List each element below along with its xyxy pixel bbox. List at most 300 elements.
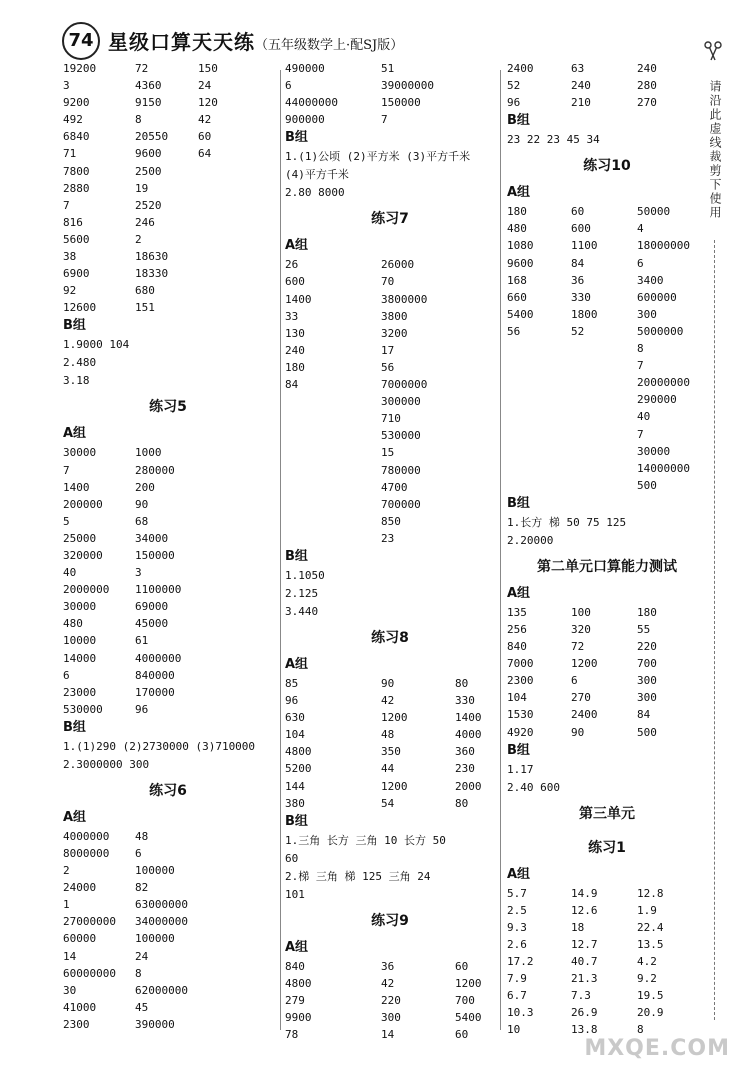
answer-value: 7 [381,113,388,127]
answer-row [507,340,707,357]
answer-row [285,795,495,812]
answer-value: 9200 [63,96,90,110]
answer-value: 1400 [285,292,312,306]
answer-value: 56 [507,324,521,338]
answer-value: 4360 [135,79,162,93]
answer-value: 62000000 [135,983,188,997]
answer-value: 2300 [63,1017,90,1031]
answer-row [63,828,273,845]
answer-value: 2300 [507,674,534,688]
answer-value: 180 [507,205,527,219]
answer-value: 18630 [135,250,169,264]
group-label: B组 [63,318,86,334]
answer-value: 17.2 [507,955,534,968]
answer-value: 84 [571,256,585,270]
answer-row [285,342,495,359]
answer-value: 18330 [135,267,169,281]
answer-text: 1.(1)290 (2)2730000 (3)710000 [63,739,256,753]
answer-text: 1.三角 长方 三角 10 长方 50 [285,833,446,847]
answer-row [63,299,273,316]
answer-value: 80 [455,796,469,810]
answer-block [507,60,707,111]
answer-value: 5600 [63,232,90,246]
answer-text: 2.20000 [507,533,554,547]
answer-value: 135 [507,605,527,619]
answer-row [507,357,707,374]
answer-row [63,444,273,461]
answer-row [507,987,707,1004]
answer-value: 19.5 [637,989,664,1003]
answer-value: 1400 [455,711,482,725]
answer-row [63,479,273,496]
answer-value: 170000 [135,685,175,699]
answer-value: 180 [285,360,305,374]
answer-value: 64 [198,147,212,161]
answer-value: 270 [637,96,657,110]
answer-value: 100000 [135,932,175,946]
answer-value: 130 [285,326,305,340]
answer-row [63,684,273,701]
answer-value: 530000 [63,702,103,716]
answer-row [63,214,273,231]
answer-value: 230 [455,762,475,776]
answer-value: 42 [198,113,212,127]
answer-value: 72 [135,62,149,75]
answer-text: 2.3000000 300 [63,757,150,771]
answer-value: 6 [637,256,644,270]
answer-row [285,709,495,726]
answer-value: 82 [135,881,149,895]
answer-row [285,308,495,325]
answer-value: 50000 [637,205,671,219]
answer-value: 8 [135,966,142,980]
group-label: A组 [63,809,87,825]
answer-value: 40.7 [571,955,598,968]
answer-value: 36 [381,959,395,973]
answer-row [507,724,707,741]
answer-value: 30 [63,983,77,997]
answer-row [507,323,707,340]
answer-value: 680 [135,284,155,298]
section-heading: 练习7 [371,211,409,228]
watermark: MXQE.COM [584,1036,730,1061]
answer-value: 41000 [63,1000,97,1014]
answer-row [285,77,495,94]
answer-value: 4.2 [637,955,657,968]
answer-value: 34000 [135,531,169,545]
section-heading: 练习9 [371,912,409,929]
scissors-icon [702,40,724,62]
answer-value: 492 [63,113,83,127]
answer-value: 96 [507,96,521,110]
answer-value: 45000 [135,617,169,631]
group-label: B组 [285,548,308,564]
answer-row [63,60,273,77]
answer-row [285,111,495,128]
group-label: A组 [285,656,309,672]
answer-block [285,256,495,547]
answer-value: 840 [285,959,305,973]
answer-row [507,460,707,477]
answer-row [507,902,707,919]
answer-row [507,706,707,723]
answer-row [285,992,495,1009]
answer-block [63,828,273,1033]
answer-value: 30000 [637,444,671,458]
answer-text: 2.80 8000 [285,186,345,200]
answer-value: 20000000 [637,376,690,390]
answer-value: 100 [571,605,591,619]
answer-value: 7 [63,198,70,212]
answer-value: 330 [455,694,475,708]
page-header [60,22,480,58]
answer-value: 6 [571,674,578,688]
answer-row [507,655,707,672]
answer-value: 23 [381,531,395,545]
answer-value: 96 [285,694,299,708]
group-label: B组 [285,813,308,829]
answer-row [285,743,495,760]
answer-value: 700 [637,657,657,671]
answer-value: 290000 [637,393,677,407]
answer-value: 68 [135,514,149,528]
answer-row [507,885,707,902]
answer-value: 380 [285,796,305,810]
answer-row [285,256,495,273]
answer-row [285,975,495,992]
answer-row [285,496,495,513]
answer-row [285,60,495,77]
answer-value: 14.9 [571,886,598,900]
answer-value: 30000 [63,446,97,460]
answer-row [507,60,707,77]
answer-value: 6840 [63,130,90,144]
answer-row [285,692,495,709]
answer-value: 7.3 [571,989,591,1003]
answer-row [63,462,273,479]
answer-row [63,632,273,649]
answer-value: 18 [571,920,585,934]
answer-value: 8 [135,113,142,127]
answer-text: 2.125 [285,586,319,600]
book-title-text: 星级口算天天练 [108,30,255,54]
answer-value: 90 [571,725,585,739]
answer-value: 25000 [63,531,97,545]
answer-value: 210 [571,96,591,110]
answer-row [63,982,273,999]
answer-value: 56 [381,360,395,374]
answer-value: 600000 [637,290,677,304]
answer-value: 5200 [285,762,312,776]
answer-value: 150 [198,62,218,75]
answer-value: 1200 [571,657,598,671]
cut-dashed-line [714,240,715,1020]
group-label: A组 [285,238,309,254]
answer-value: 1100 [571,239,598,253]
answer-text: 1.9000 104 [63,338,130,352]
answer-value: 200 [135,480,155,494]
answer-row [285,675,495,692]
answer-row [63,496,273,513]
answer-value: 150000 [381,96,421,110]
answer-value: 60000000 [63,966,116,980]
answer-value: 490000 [285,62,325,75]
answer-row [63,163,273,180]
answer-value: 2000 [455,779,482,793]
answer-row [63,845,273,862]
section-heading: 第二单元口算能力测试 [537,558,677,575]
answer-value: 33 [285,309,299,323]
answer-value: 9900 [285,1011,312,1024]
answer-row [285,359,495,376]
answer-row [507,272,707,289]
answer-value: 45 [135,1000,149,1014]
section-heading: 练习10 [583,158,631,175]
answer-value: 10.3 [507,1006,534,1020]
answer-value: 1530 [507,708,534,722]
section-heading: 第三单元 [579,805,635,822]
answer-row [507,621,707,638]
answer-value: 8 [637,342,644,356]
answer-value: 850 [381,514,401,528]
answer-text: 1.(1)公顷 (2)平方米 (3)平方千米 [285,150,471,164]
answer-value: 330 [571,290,591,304]
answer-value: 40 [637,410,651,424]
answer-value: 6 [63,668,70,682]
answer-block [507,203,707,494]
answer-row [63,581,273,598]
answer-row [285,479,495,496]
answer-value: 20550 [135,130,169,144]
answer-value: 4800 [285,745,312,759]
answer-value: 480 [63,617,83,631]
answer-row [63,930,273,947]
answer-row [507,919,707,936]
answer-row [507,237,707,254]
answer-row [285,273,495,290]
answer-value: 350 [381,745,401,759]
answer-value: 63000000 [135,898,188,912]
answer-row [63,650,273,667]
section-heading: 练习1 [588,839,626,856]
group-label: A组 [507,866,531,882]
answer-value: 256 [507,622,527,636]
answer-value: 17 [381,343,395,357]
answer-value: 2880 [63,181,90,195]
column-divider [500,70,501,1030]
answer-row [63,948,273,965]
column-divider [280,70,281,1030]
answer-value: 104 [285,728,305,742]
answer-value: 44 [381,762,395,776]
answer-row [63,598,273,615]
answer-value: 24000 [63,881,97,895]
answer-value: 240 [637,62,657,75]
answer-row [507,936,707,953]
answer-row [507,477,707,494]
answer-row [63,197,273,214]
answer-value: 14 [63,949,77,963]
answer-text: 3.18 [63,374,90,388]
answer-row [507,306,707,323]
answer-value: 780000 [381,463,421,477]
answer-row [63,265,273,282]
answer-value: 100000 [135,864,175,878]
answer-row [285,726,495,743]
answer-row [507,77,707,94]
answer-value: 150000 [135,548,175,562]
answer-value: 320 [571,622,591,636]
answer-value: 2400 [571,708,598,722]
answer-row [507,203,707,220]
section-heading: 练习5 [149,399,187,416]
answer-value: 61 [135,634,149,648]
section-heading: 练习8 [371,629,409,646]
answer-value: 816 [63,215,83,229]
answer-value: 60000 [63,932,97,946]
answer-value: 19 [135,181,149,195]
answer-value: 2520 [135,198,162,212]
answer-value: 630 [285,711,305,725]
answer-value: 4 [637,222,644,236]
answer-value: 72 [571,640,585,654]
answer-text: 3.440 [285,604,319,618]
answer-block [507,885,707,1039]
answer-value: 42 [381,976,395,990]
answer-row [507,638,707,655]
answer-value: 71 [63,147,77,161]
answer-row [63,248,273,265]
answer-row [63,111,273,128]
answer-value: 70 [381,275,395,289]
answer-row [63,231,273,248]
answer-row [285,513,495,530]
answer-row [507,672,707,689]
answer-text: 23 22 23 45 34 [507,133,600,147]
answer-value: 80 [455,676,469,690]
answer-value: 39000000 [381,79,434,93]
answer-row [285,325,495,342]
answer-value: 40 [63,566,77,580]
answer-value: 320000 [63,548,103,562]
answer-value: 63 [571,62,585,75]
answer-value: 30000 [63,600,97,614]
group-label: A组 [507,585,531,601]
book-title [108,26,403,55]
answer-value: 7 [637,359,644,373]
answer-value: 85 [285,676,299,690]
answer-value: 26.9 [571,1006,598,1020]
answer-value: 246 [135,215,155,229]
answer-value: 1200 [455,976,482,990]
answer-value: 18000000 [637,239,690,253]
answer-row [63,1016,273,1033]
answer-value: 14000 [63,651,97,665]
answer-block [63,60,273,316]
answer-row [285,1026,495,1043]
answer-row [63,999,273,1016]
answer-value: 19200 [63,62,97,75]
answer-value: 12.6 [571,903,598,917]
answer-value: 48 [381,728,395,742]
answer-value: 96 [135,702,149,716]
answer-value: 1 [63,898,70,912]
answer-value: 900000 [285,113,325,127]
answer-value: 9600 [507,256,534,270]
answer-value: 710 [381,412,401,426]
answer-row [285,530,495,547]
answer-row [285,958,495,975]
answer-value: 300 [637,691,657,705]
answer-value: 220 [637,640,657,654]
answer-value: 530000 [381,429,421,443]
answer-row [63,513,273,530]
answer-value: 20.9 [637,1006,664,1020]
answer-row [507,94,707,111]
answer-row [507,289,707,306]
group-label: A组 [63,426,87,442]
answer-value: 13.5 [637,937,664,951]
answer-value: 52 [507,79,521,93]
group-label: B组 [507,113,530,129]
answer-value: 10 [507,1023,521,1037]
answer-text: 101 [285,887,305,901]
answer-value: 2500 [135,164,162,178]
answer-value: 220 [381,993,401,1007]
answer-row [285,760,495,777]
answer-block [285,675,495,812]
answer-value: 240 [285,343,305,357]
answer-row [507,443,707,460]
answer-value: 700 [455,993,475,1007]
answer-row [507,689,707,706]
answer-row [507,391,707,408]
answer-value: 3400 [637,273,664,287]
answer-value: 6.7 [507,989,527,1003]
answer-row [507,374,707,391]
answer-value: 54 [381,796,395,810]
answer-value: 52 [571,324,585,338]
answer-row [63,94,273,111]
answer-value: 840 [507,640,527,654]
answer-value: 3200 [381,326,408,340]
answer-row [63,180,273,197]
answer-row [285,94,495,111]
answer-text: 60 [285,851,299,865]
answer-value: 390000 [135,1017,175,1031]
answer-value: 4000000 [63,829,110,843]
section-heading: 练习6 [149,782,187,799]
answer-value: 4700 [381,480,408,494]
answer-value: 500 [637,478,657,492]
answer-row [63,913,273,930]
answer-value: 90 [135,497,149,511]
answer-value: 280 [637,79,657,93]
answer-value: 14000000 [637,461,690,475]
answer-row [285,427,495,444]
answer-value: 1080 [507,239,534,253]
answer-value: 300 [637,307,657,321]
answer-row [285,291,495,308]
answer-row [507,408,707,425]
answer-value: 7 [637,427,644,441]
answer-value: 7 [63,463,70,477]
answer-value: 1200 [381,779,408,793]
answer-value: 700000 [381,497,421,511]
answer-value: 4800 [285,976,312,990]
answer-value: 10000 [63,634,97,648]
answer-value: 60 [455,1028,469,1042]
